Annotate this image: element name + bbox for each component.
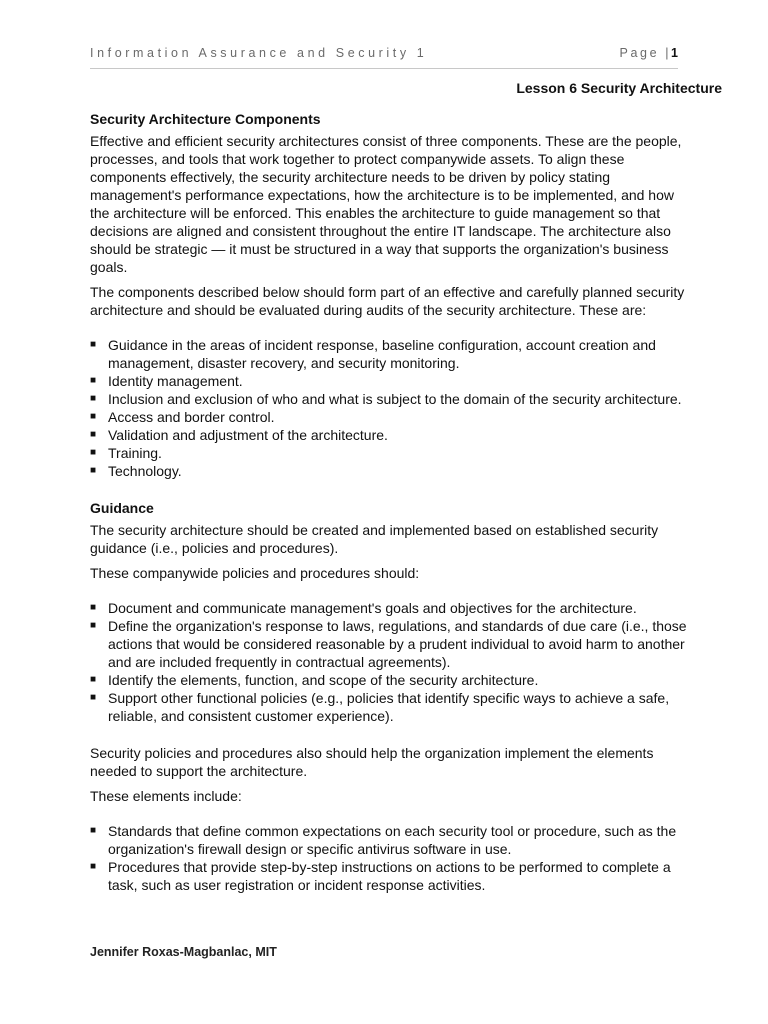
list-item-text: Support other functional policies (e.g., policies that identify specific ways to achieve a safe, reliable, and consistent customer experience). xyxy=(108,690,670,724)
list-item xyxy=(90,617,690,671)
list-item-text: Document and communicate management's goals and objectives for the architecture. xyxy=(108,600,637,616)
list-item-text: Access and border control. xyxy=(108,409,275,425)
bullet-marker: ■ xyxy=(90,861,97,872)
list-item xyxy=(90,390,690,408)
section-heading-components: Security Architecture Components xyxy=(90,111,321,127)
list-item-text: Guidance in the areas of incident response, baseline configuration, account creation and management, disaster recovery, and security monitoring. xyxy=(108,337,656,371)
bullet-marker: ■ xyxy=(90,339,97,350)
header-page-number: 1 xyxy=(671,46,678,60)
bullet-marker: ■ xyxy=(90,411,97,422)
list-item xyxy=(90,462,690,480)
bullet-marker: ■ xyxy=(90,602,97,613)
page-header xyxy=(90,46,678,69)
guidance-paragraph-1: The security architecture should be created and implemented based on established security guidance (i.e., policies and procedures). xyxy=(90,522,659,556)
list-item-text: Identity management. xyxy=(108,373,243,389)
lesson-title: Lesson 6 Security Architecture xyxy=(516,80,722,96)
bullet-marker: ■ xyxy=(90,393,97,404)
list-item-text: Procedures that provide step-by-step instructions on actions to be performed to complete a task, such as user registration or incident response activities. xyxy=(108,859,671,893)
elements-bullet-list xyxy=(90,822,690,894)
list-item-text: Validation and adjustment of the architecture. xyxy=(108,427,388,443)
list-item xyxy=(90,822,690,858)
header-page-label: Page | xyxy=(619,46,672,60)
bullet-marker: ■ xyxy=(90,465,97,476)
list-item-text: Standards that define common expectations on each security tool or procedure, such as the organization's firewall design or specific antivirus software in use. xyxy=(108,823,677,857)
bullet-marker: ■ xyxy=(90,447,97,458)
list-item xyxy=(90,444,690,462)
document-body xyxy=(90,110,690,894)
guidance-paragraph-2: These companywide policies and procedures should: xyxy=(90,565,420,581)
bullet-marker: ■ xyxy=(90,620,97,631)
components-paragraph-2: The components described below should form part of an effective and carefully planned security architecture and should be evaluated during audits of the security architecture. These are: xyxy=(90,284,685,318)
bullet-marker: ■ xyxy=(90,429,97,440)
list-item xyxy=(90,858,690,894)
header-course-title: Information Assurance and Security 1 xyxy=(90,46,428,60)
list-item xyxy=(90,426,690,444)
bullet-marker: ■ xyxy=(90,375,97,386)
guidance-bullet-list xyxy=(90,599,690,725)
list-item xyxy=(90,336,690,372)
list-item-text: Define the organization's response to laws, regulations, and standards of due care (i.e., those actions that would be considered reasonable by a prudent individual to avoid harm to another and are included frequently in contractual agreements). xyxy=(108,618,687,670)
bullet-marker: ■ xyxy=(90,692,97,703)
list-item xyxy=(90,372,690,390)
bullet-marker: ■ xyxy=(90,825,97,836)
list-item-text: Technology. xyxy=(108,463,182,479)
bullet-marker: ■ xyxy=(90,674,97,685)
components-paragraph-1: Effective and efficient security architectures consist of three components. These are the people, processes, and tools that work together to protect companywide assets. To align these components effectively, the security architecture needs to be driven by policy stating management's performance expectations, how the architecture is to be implemented, and how the architecture will be enforced. This enables the architecture to guide management so that decisions are aligned and consistent throughout the entire IT landscape. The architecture also should be strategic — it must be structured in a way that supports the organization's business goals. xyxy=(90,133,682,275)
list-item xyxy=(90,671,690,689)
header-page-indicator xyxy=(620,46,678,60)
page-footer-author: Jennifer Roxas-Magbanlac, MIT xyxy=(90,945,277,959)
list-item-text: Inclusion and exclusion of who and what is subject to the domain of the security architecture. xyxy=(108,391,682,407)
list-item-text: Identify the elements, function, and scope of the security architecture. xyxy=(108,672,539,688)
list-item xyxy=(90,689,690,725)
guidance-paragraph-4: These elements include: xyxy=(90,788,242,804)
list-item xyxy=(90,599,690,617)
section-heading-guidance: Guidance xyxy=(90,500,154,516)
guidance-paragraph-3: Security policies and procedures also should help the organization implement the elements needed to support the architecture. xyxy=(90,745,654,779)
list-item-text: Training. xyxy=(108,445,162,461)
components-bullet-list xyxy=(90,336,690,480)
list-item xyxy=(90,408,690,426)
